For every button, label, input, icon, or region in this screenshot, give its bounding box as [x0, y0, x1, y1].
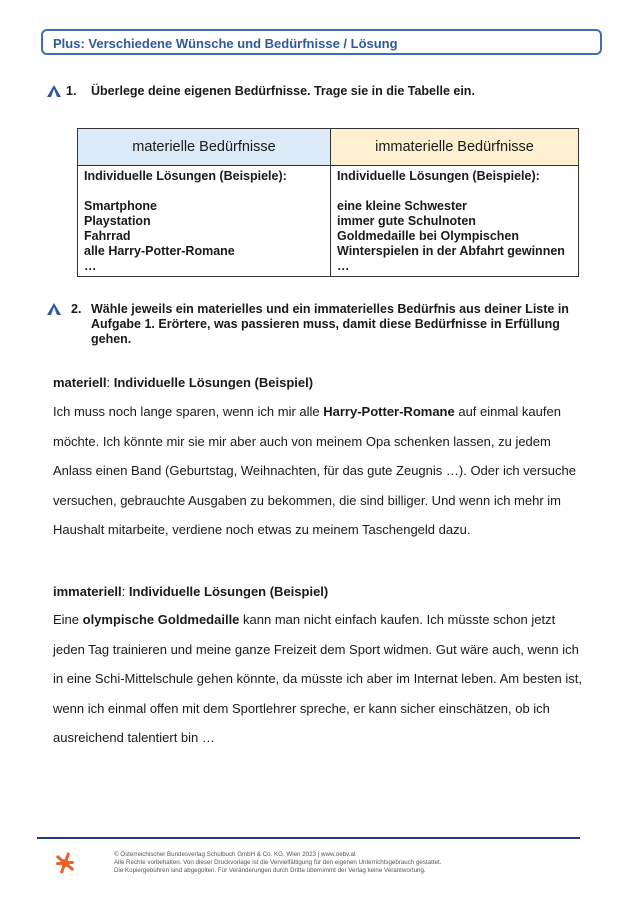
paragraph-line: Haushalt mitarbeite, verdiene noch etwas zu meinem Taschengeld dazu. [53, 522, 471, 537]
material-paragraph [53, 397, 588, 545]
cell-material [78, 166, 331, 277]
task-2-text: Wähle jeweils ein materielles und ein immaterielles Bedürfnis aus deiner Liste in Aufgabe 1. Erörtere, was passieren muss, damit diese Bedürfnisse in Erfüllung gehen. [91, 302, 569, 346]
mountain-icon [47, 85, 61, 97]
footer-copyright: © Österreichischer Bundesverlag Schulbuch GmbH & Co. KG, Wien 2023 | www.oebv.at Alle Rechte vorbehalten. Von dieser Druckvorlage ist die Vervielfältigung für den eigenen Unterrichtsgebrauch gestattet. Die Kopiergebühren sind abgegolten. Für Veränderungen durch Dritte übernimmt der Verlag keine Verantwortung. [114, 851, 442, 874]
material-label: materiell [53, 375, 107, 390]
task-1-number: 1. [66, 84, 77, 98]
paragraph-line: Eine olympische Goldmedaille kann man nicht einfach kaufen. Ich müsste schon jetzt [53, 612, 556, 627]
paragraph-line: Anlass einen Band (Geburtstag, Weihnachten, für das gute Zeugnis …). Oder ich versuche [53, 463, 576, 478]
header-box [41, 29, 602, 55]
immaterial-paragraph [53, 605, 588, 753]
paragraph-line: ausreichend talentiert bin … [53, 730, 215, 745]
paragraph-line: in eine Schi-Mittelschule gehen könnte, da müsste ich aber im Internat leben. Am besten ist, [53, 671, 582, 686]
needs-table [77, 128, 579, 277]
immaterial-heading: immateriell: Individuelle Lösungen (Beispiel) [53, 584, 329, 599]
mountain-icon [47, 303, 61, 315]
immaterial-intro: Individuelle Lösungen (Beispiele): [337, 169, 540, 183]
list-item: Smartphone [84, 199, 157, 213]
material-intro: Individuelle Lösungen (Beispiele): [84, 169, 287, 183]
immaterial-heading-text: Individuelle Lösungen (Beispiel) [128, 584, 329, 599]
paragraph-line: versuchen, gebrauchte Ausgaben zu bekommen, die sind billiger. Und wenn ich mehr im [53, 492, 562, 508]
material-heading-text: Individuelle Lösungen (Beispiel) [113, 375, 314, 390]
task-1-text: Überlege deine eigenen Bedürfnisse. Trage sie in die Tabelle ein. [91, 84, 475, 98]
paragraph-line: möchte. Ich könnte mir sie mir aber auch von meinem Opa schenken lassen, zu jedem [53, 433, 551, 449]
paragraph-line: jeden Tag trainieren und meine ganze Freizeit dem Sport widmen. Gut wäre auch, wenn ich [53, 641, 579, 657]
paragraph-line: Ich muss noch lange sparen, wenn ich mir alle Harry-Potter-Romane auf einmal kaufen [53, 404, 561, 419]
paragraph-line: wenn ich einmal offen mit dem Sportlehrer spreche, er kann sicher einschätzen, ob ich [53, 700, 550, 716]
header-material: materielle Bedürfnisse [78, 129, 331, 166]
material-heading: materiell: Individuelle Lösungen (Beispiel) [53, 375, 314, 390]
list-item: Winterspielen in der Abfahrt gewinnen [337, 244, 565, 258]
list-item: alle Harry-Potter-Romane [84, 244, 235, 258]
list-item: immer gute Schulnoten [337, 214, 476, 228]
page-title: Plus: Verschiedene Wünsche und Bedürfnisse / Lösung [53, 36, 398, 51]
header-immaterial: immaterielle Bedürfnisse [331, 129, 579, 166]
list-item: Fahrrad [84, 229, 131, 243]
cell-immaterial [331, 166, 579, 277]
list-item: … [337, 259, 350, 273]
list-item: Goldmedaille bei Olympischen [337, 229, 519, 243]
task-2-number: 2. [71, 302, 82, 316]
immaterial-label: immateriell [53, 584, 122, 599]
footer-divider [37, 837, 580, 839]
publisher-logo-icon [54, 852, 76, 874]
list-item: eine kleine Schwester [337, 199, 467, 213]
list-item: Playstation [84, 214, 151, 228]
list-item: … [84, 259, 97, 273]
